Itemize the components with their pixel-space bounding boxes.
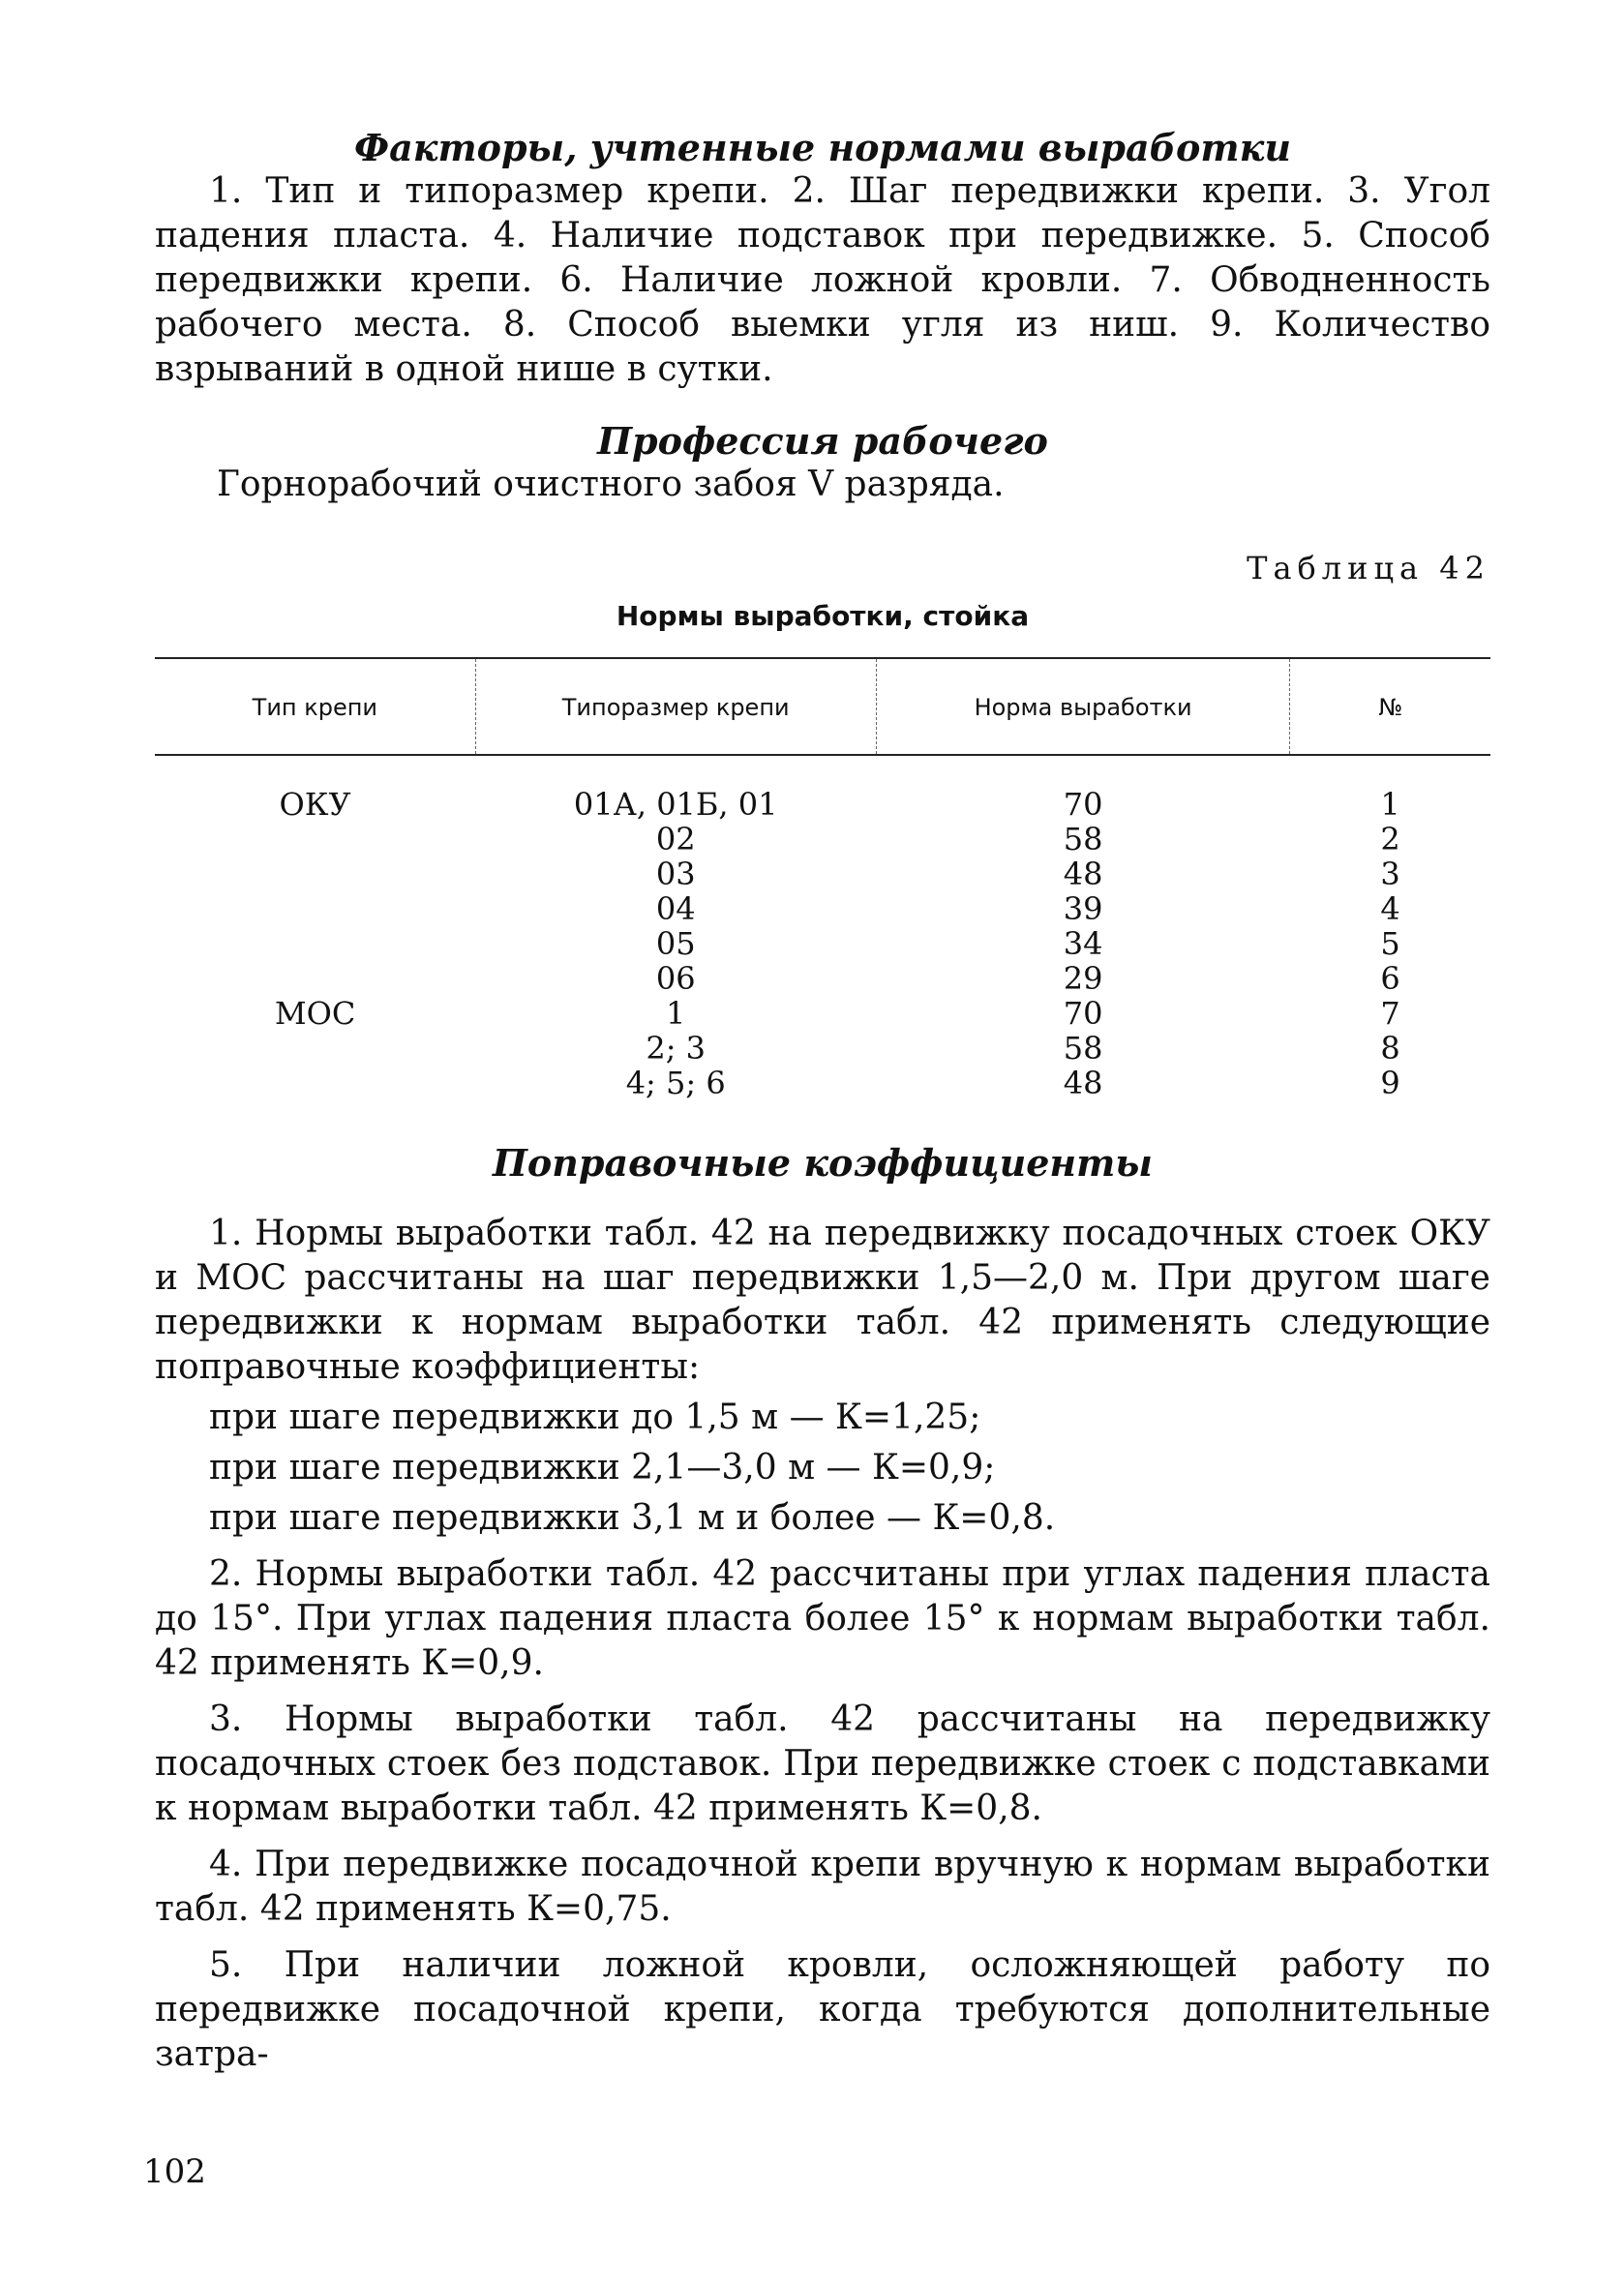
cell-number: 1 [1380,786,1400,823]
cell-size: 01А, 01Б, 01 [573,786,778,823]
cell-type [155,1066,475,1100]
cell-type [155,961,475,996]
cell-size: 2; 3 [646,1030,707,1067]
page-number: 102 [143,2152,206,2191]
cell-norm: 34 [1063,925,1103,962]
cell-size: 4; 5; 6 [625,1065,726,1101]
cell-size: 04 [655,890,696,927]
header-number: № [1290,658,1490,755]
table-row [155,857,1490,891]
coefficient-paragraph-1: 1. Нормы выработки табл. 42 на передвижку посадочных стоек ОКУ и МОС рассчитаны на шаг передвижки 1,5—2,0 м. При другом шаге передвижки к нормам выработки табл. 42 применять следующие поправочные коэффициенты: [155,1214,1490,1387]
coefficient-paragraph-3: 3. Нормы выработки табл. 42 рассчитаны на передвижку посадочных стоек без подставок. При передвижке стоек с подставками к нормам выработки табл. 42 применять К=0,8. [155,1699,1490,1828]
table-row [155,996,1490,1031]
table-label: Таблица 42 [1247,550,1490,586]
cell-number: 4 [1380,890,1400,927]
table-row [155,926,1490,961]
cell-type [155,926,475,961]
cell-size: 1 [666,995,686,1032]
cell-number: 5 [1380,925,1400,962]
cell-number: 9 [1380,1065,1400,1101]
cell-type: МОС [274,995,356,1032]
cell-type [155,1031,475,1066]
cell-norm: 58 [1063,821,1103,857]
cell-norm: 58 [1063,1030,1103,1067]
cell-size: 03 [655,856,696,892]
coefficient-item-1b: при шаге передвижки 2,1—3,0 м — К=0,9; [209,1448,996,1488]
cell-number: 6 [1380,960,1400,997]
cell-number: 2 [1380,821,1400,857]
table-row [155,1031,1490,1066]
cell-size: 02 [655,821,696,857]
coefficient-item-1c: при шаге передвижки 3,1 м и более — К=0,8. [209,1498,1056,1538]
cell-norm: 48 [1063,856,1103,892]
coefficients-heading: Поправочные коэффициенты [493,1141,1153,1185]
coefficient-paragraph-5: 5. При наличии ложной кровли, осложняющей работу по передвижке посадочной крепи, когда требуются дополнительные затра- [155,1945,1490,2074]
cell-norm: 48 [1063,1065,1103,1101]
coefficient-item-1a: при шаге передвижки до 1,5 м — К=1,25; [209,1398,981,1437]
factors-heading: Факторы, учтенные нормами выработки [354,126,1291,169]
cell-norm: 70 [1063,786,1103,823]
table-header-row [155,658,1490,755]
table-row [155,755,1490,822]
profession-text: Горнорабочий очистного забоя V разряда. [217,465,1005,504]
table-row [155,961,1490,996]
cell-number: 8 [1380,1030,1400,1067]
cell-norm: 70 [1063,995,1103,1032]
cell-type [155,891,475,926]
cell-type [155,857,475,891]
header-type: Тип крепи [155,658,475,755]
cell-norm: 29 [1063,960,1103,997]
cell-norm: 39 [1063,890,1103,927]
norms-table [155,657,1490,1100]
factors-text: 1. Тип и типоразмер крепи. 2. Шаг передвижки крепи. 3. Угол падения пласта. 4. Наличие подставок при передвижке. 5. Способ передвижки крепи. 6. Наличие ложной кровли. 7. Обводненность рабочего места. 8. Способ выемки угля из ниш. 9. Количество взрываний в одной нише в сутки. [155,171,1490,389]
page-content [155,126,1490,2077]
header-norm: Норма выработки [876,658,1290,755]
cell-size: 05 [655,925,696,962]
coefficient-paragraph-2: 2. Нормы выработки табл. 42 рассчитаны при углах падения пласта до 15°. При углах падения пласта более 15° к нормам выработки табл. 42 применять К=0,9. [155,1554,1490,1683]
table-row [155,822,1490,857]
table-title: Нормы выработки, стойка [616,600,1030,632]
table-row [155,1066,1490,1100]
coefficient-paragraph-4: 4. При передвижке посадочной крепи вручную к нормам выработки табл. 42 применять К=0,75. [155,1845,1490,1929]
cell-size: 06 [655,960,696,997]
cell-number: 3 [1380,856,1400,892]
table-row [155,891,1490,926]
cell-type: ОКУ [279,786,351,823]
profession-heading: Профессия рабочего [597,419,1048,463]
cell-number: 7 [1380,995,1400,1032]
coefficients-section [155,1212,1490,2077]
cell-type [155,822,475,857]
header-size: Типоразмер крепи [475,658,876,755]
